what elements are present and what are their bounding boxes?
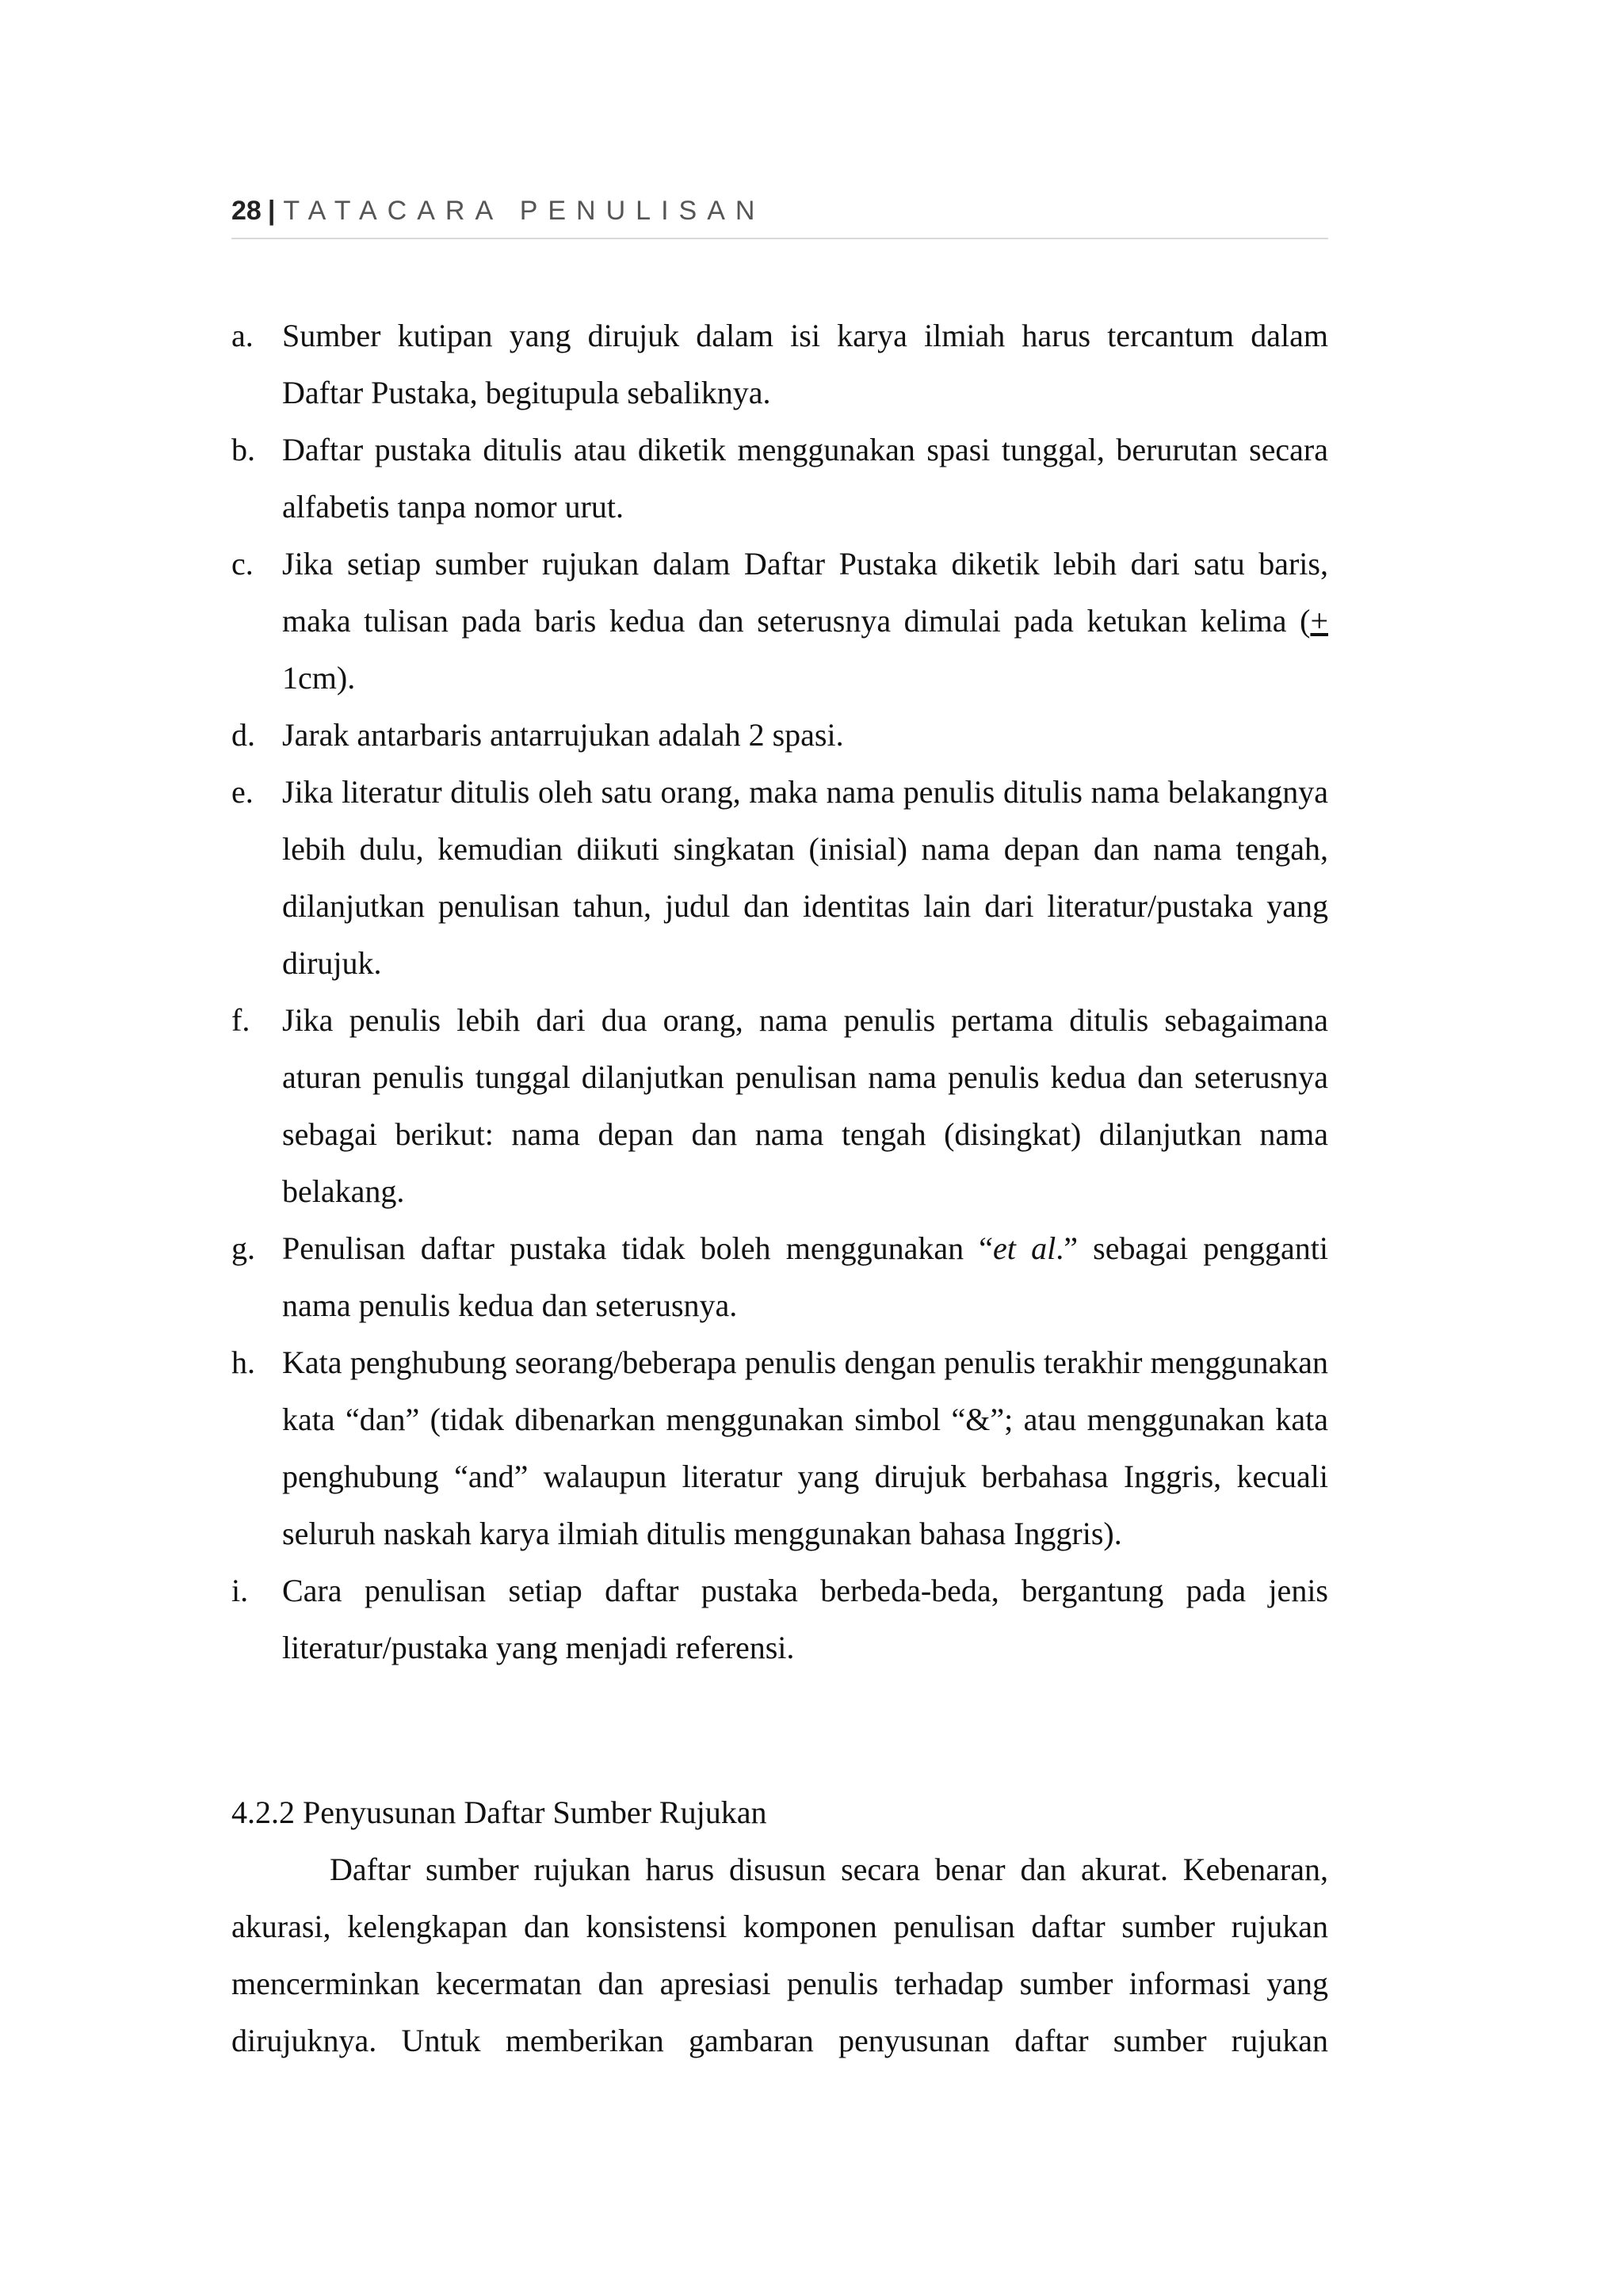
list-item-text: Daftar pustaka ditulis atau diketik menggunakan spasi tunggal, berurutan secara alfabetis tanpa nomor urut. xyxy=(282,432,1328,524)
list-item-h xyxy=(231,1334,1328,1562)
list-item-text: Sumber kutipan yang dirujuk dalam isi karya ilmiah harus tercantum dalam Daftar Pustaka, begitupula sebaliknya. xyxy=(282,318,1328,410)
list-marker: h. xyxy=(231,1344,255,1380)
list-item-text: Jarak antarbaris antarrujukan adalah 2 spasi. xyxy=(282,717,844,753)
reference-rules-list xyxy=(231,307,1328,1676)
list-item-text-after: .” sebagai pengganti nama penulis kedua dan seterusnya. xyxy=(282,1230,1329,1323)
body-paragraph: Daftar sumber rujukan harus disusun secara benar dan akurat. Kebenaran, akurasi, kelengkapan dan konsistensi komponen penulisan daftar sumber rujukan mencerminkan kecermatan dan apresiasi penulis terhadap sumber informasi yang dirujuknya. Untuk memberikan gambaran penyusunan daftar sumber rujukan xyxy=(231,1852,1328,2058)
et-al-emphasis: et al xyxy=(993,1230,1056,1266)
list-item-f xyxy=(231,992,1328,1220)
list-item-text-after: 1cm). xyxy=(282,660,356,696)
list-marker: i. xyxy=(231,1573,249,1608)
list-marker: b. xyxy=(231,432,255,467)
running-header xyxy=(231,193,1328,239)
list-item-e xyxy=(231,764,1328,992)
section-heading: 4.2.2 Penyusunan Daftar Sumber Rujukan xyxy=(231,1794,767,1830)
list-marker: a. xyxy=(231,318,254,353)
list-marker: g. xyxy=(231,1230,255,1266)
list-item-text: Jika penulis lebih dari dua orang, nama penulis pertama ditulis sebagaimana aturan penulis tunggal dilanjutkan penulisan nama penulis kedua dan seterusnya sebagai berikut: nama depan dan nama tengah (disingkat) dilanjutkan nama belakang. xyxy=(282,1002,1328,1209)
header-title: TATACARA PENULISAN xyxy=(283,196,766,226)
list-marker: d. xyxy=(231,717,255,753)
list-item-text xyxy=(282,1220,1328,1334)
list-item-text-before: Penulisan daftar pustaka tidak boleh menggunakan “ xyxy=(282,1230,994,1266)
list-item-d xyxy=(231,707,1328,764)
list-item-text: Jika literatur ditulis oleh satu orang, maka nama penulis ditulis nama belakangnya lebih dulu, kemudian diikuti singkatan (inisial) nama depan dan nama tengah, dilanjutkan penulisan tahun, judul dan identitas lain dari literatur/pustaka yang dirujuk. xyxy=(282,774,1328,981)
list-item-text: Cara penulisan setiap daftar pustaka berbeda-beda, bergantung pada jenis literatur/pustaka yang menjadi referensi. xyxy=(282,1573,1328,1665)
plus-minus-symbol: + xyxy=(1310,603,1328,639)
header-separator: | xyxy=(267,196,276,226)
list-item-text-before: Jika setiap sumber rujukan dalam Daftar Pustaka diketik lebih dari satu baris, maka tulisan pada baris kedua dan seterusnya dimulai pada ketukan kelima ( xyxy=(282,546,1328,639)
list-item-i xyxy=(231,1562,1328,1676)
list-item-c xyxy=(231,536,1328,707)
list-item-a xyxy=(231,307,1328,421)
list-marker: e. xyxy=(231,774,254,810)
list-item-b xyxy=(231,421,1328,536)
list-item-g xyxy=(231,1220,1328,1334)
page-number: 28 xyxy=(231,196,262,226)
list-item-text: Kata penghubung seorang/beberapa penulis dengan penulis terakhir menggunakan kata “dan” (tidak dibenarkan menggunakan simbol “&”; atau menggunakan kata penghubung “and” walaupun literatur yang dirujuk berbahasa Inggris, kecuali seluruh naskah karya ilmiah ditulis menggunakan bahasa Inggris). xyxy=(282,1344,1328,1551)
list-marker: f. xyxy=(231,1002,250,1038)
list-item-text xyxy=(282,536,1328,707)
list-marker: c. xyxy=(231,546,254,582)
